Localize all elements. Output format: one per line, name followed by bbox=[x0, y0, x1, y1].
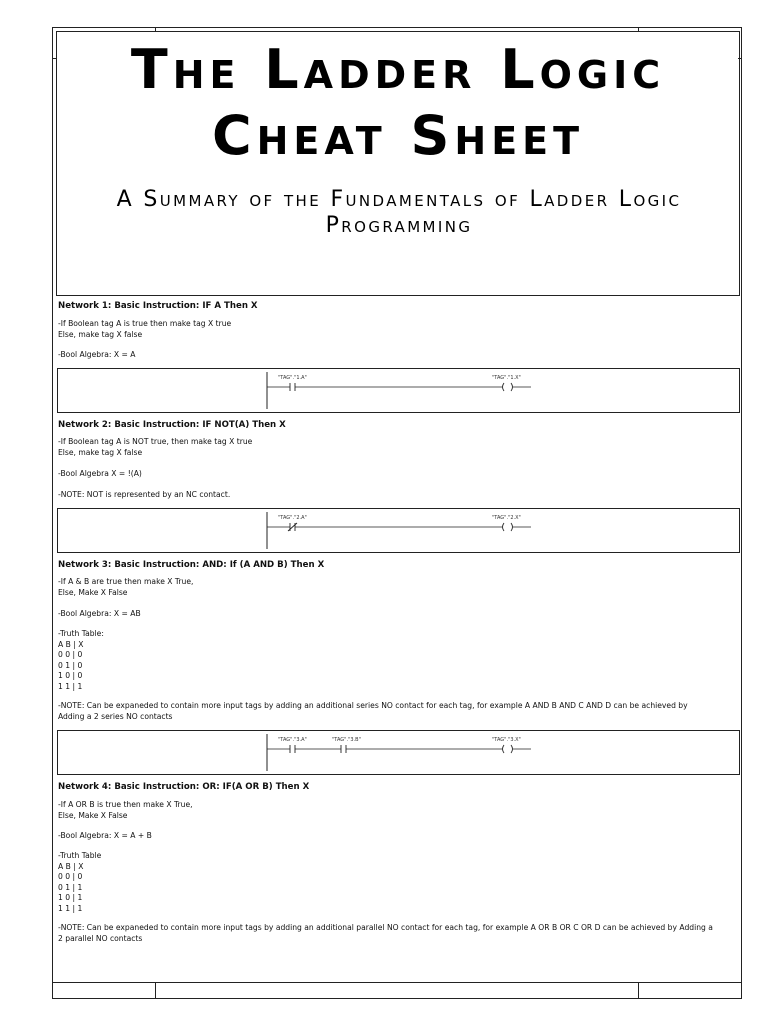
network-3-diagram bbox=[57, 730, 740, 775]
coil-tag-label: "TAG"."2.X" bbox=[492, 515, 521, 521]
network-3-algebra: -Bool Algebra: X = AB bbox=[58, 609, 141, 618]
network-3-note: -NOTE: Can be expaneded to contain more input tags by adding an additional series NO contact for each tag, for example A AND B AND C AND D can be achieved by Adding a 2 series NO contacts bbox=[58, 701, 688, 721]
title-block bbox=[56, 31, 740, 296]
no-contact-icon bbox=[290, 745, 295, 753]
ladder-rung-2 bbox=[58, 509, 741, 554]
no-contact-icon bbox=[290, 383, 295, 391]
network-4-description: -If A OR B is true then make X True, Else, Make X False bbox=[58, 800, 193, 820]
network-2-algebra: -Bool Algebra X = !(A) bbox=[58, 469, 142, 478]
page-title-line2: Cheat Sheet bbox=[211, 104, 585, 167]
coil-icon bbox=[503, 383, 513, 391]
page-subtitle: A Summary of the Fundamentals of Ladder Logic Programming bbox=[116, 187, 682, 238]
network-4-note: -NOTE: Can be expaneded to contain more input tags by adding an additional parallel NO contact for each tag, for example A OR B OR C OR D can be achieved by Adding a 2 parallel NO contacts bbox=[58, 923, 713, 943]
contact-tag-label: "TAG"."3.A" bbox=[278, 737, 307, 743]
network-1-diagram bbox=[57, 368, 740, 413]
network-1-description: -If Boolean tag A is true then make tag X true Else, make tag X false bbox=[58, 319, 232, 339]
coil-icon bbox=[503, 523, 513, 531]
network-1-algebra: -Bool Algebra: X = A bbox=[58, 350, 136, 359]
network-2-note: -NOTE: NOT is represented by an NC contact. bbox=[58, 490, 231, 499]
coil-tag-label: "TAG"."1.X" bbox=[492, 375, 521, 381]
network-2-description: -If Boolean tag A is NOT true, then make tag X true Else, make tag X false bbox=[58, 437, 253, 457]
page-title-line1: The Ladder Logic bbox=[130, 38, 666, 101]
network-3-truth-table: -Truth Table: A B | X 0 0 | 0 0 1 | 0 1 0 | 0 1 1 | 1 bbox=[58, 629, 104, 691]
footer-divider bbox=[638, 982, 639, 999]
network-3-description: -If A & B are true then make X True, Else, Make X False bbox=[58, 577, 194, 597]
network-2-title: Network 2: Basic Instruction: IF NOT(A) Then X bbox=[58, 420, 286, 430]
coil-icon bbox=[503, 745, 513, 753]
ladder-rung-3 bbox=[58, 731, 741, 776]
contact-tag-label: "TAG"."3.B" bbox=[332, 737, 361, 743]
network-4-algebra: -Bool Algebra: X = A + B bbox=[58, 831, 152, 840]
network-1-title: Network 1: Basic Instruction: IF A Then X bbox=[58, 301, 258, 311]
footer-divider bbox=[155, 982, 156, 999]
network-4-truth-table: -Truth Table A B | X 0 0 | 0 0 1 | 1 1 0 | 1 1 1 | 1 bbox=[58, 851, 102, 913]
network-2-diagram bbox=[57, 508, 740, 553]
network-4-title: Network 4: Basic Instruction: OR: IF(A OR B) Then X bbox=[58, 782, 310, 792]
no-contact-icon bbox=[341, 745, 346, 753]
ladder-rung-1 bbox=[58, 369, 741, 414]
network-3-title: Network 3: Basic Instruction: AND: If (A AND B) Then X bbox=[58, 560, 325, 570]
contact-tag-label: "TAG"."1.A" bbox=[278, 375, 307, 381]
coil-tag-label: "TAG"."3.X" bbox=[492, 737, 521, 743]
contact-tag-label: "TAG"."2.A" bbox=[278, 515, 307, 521]
